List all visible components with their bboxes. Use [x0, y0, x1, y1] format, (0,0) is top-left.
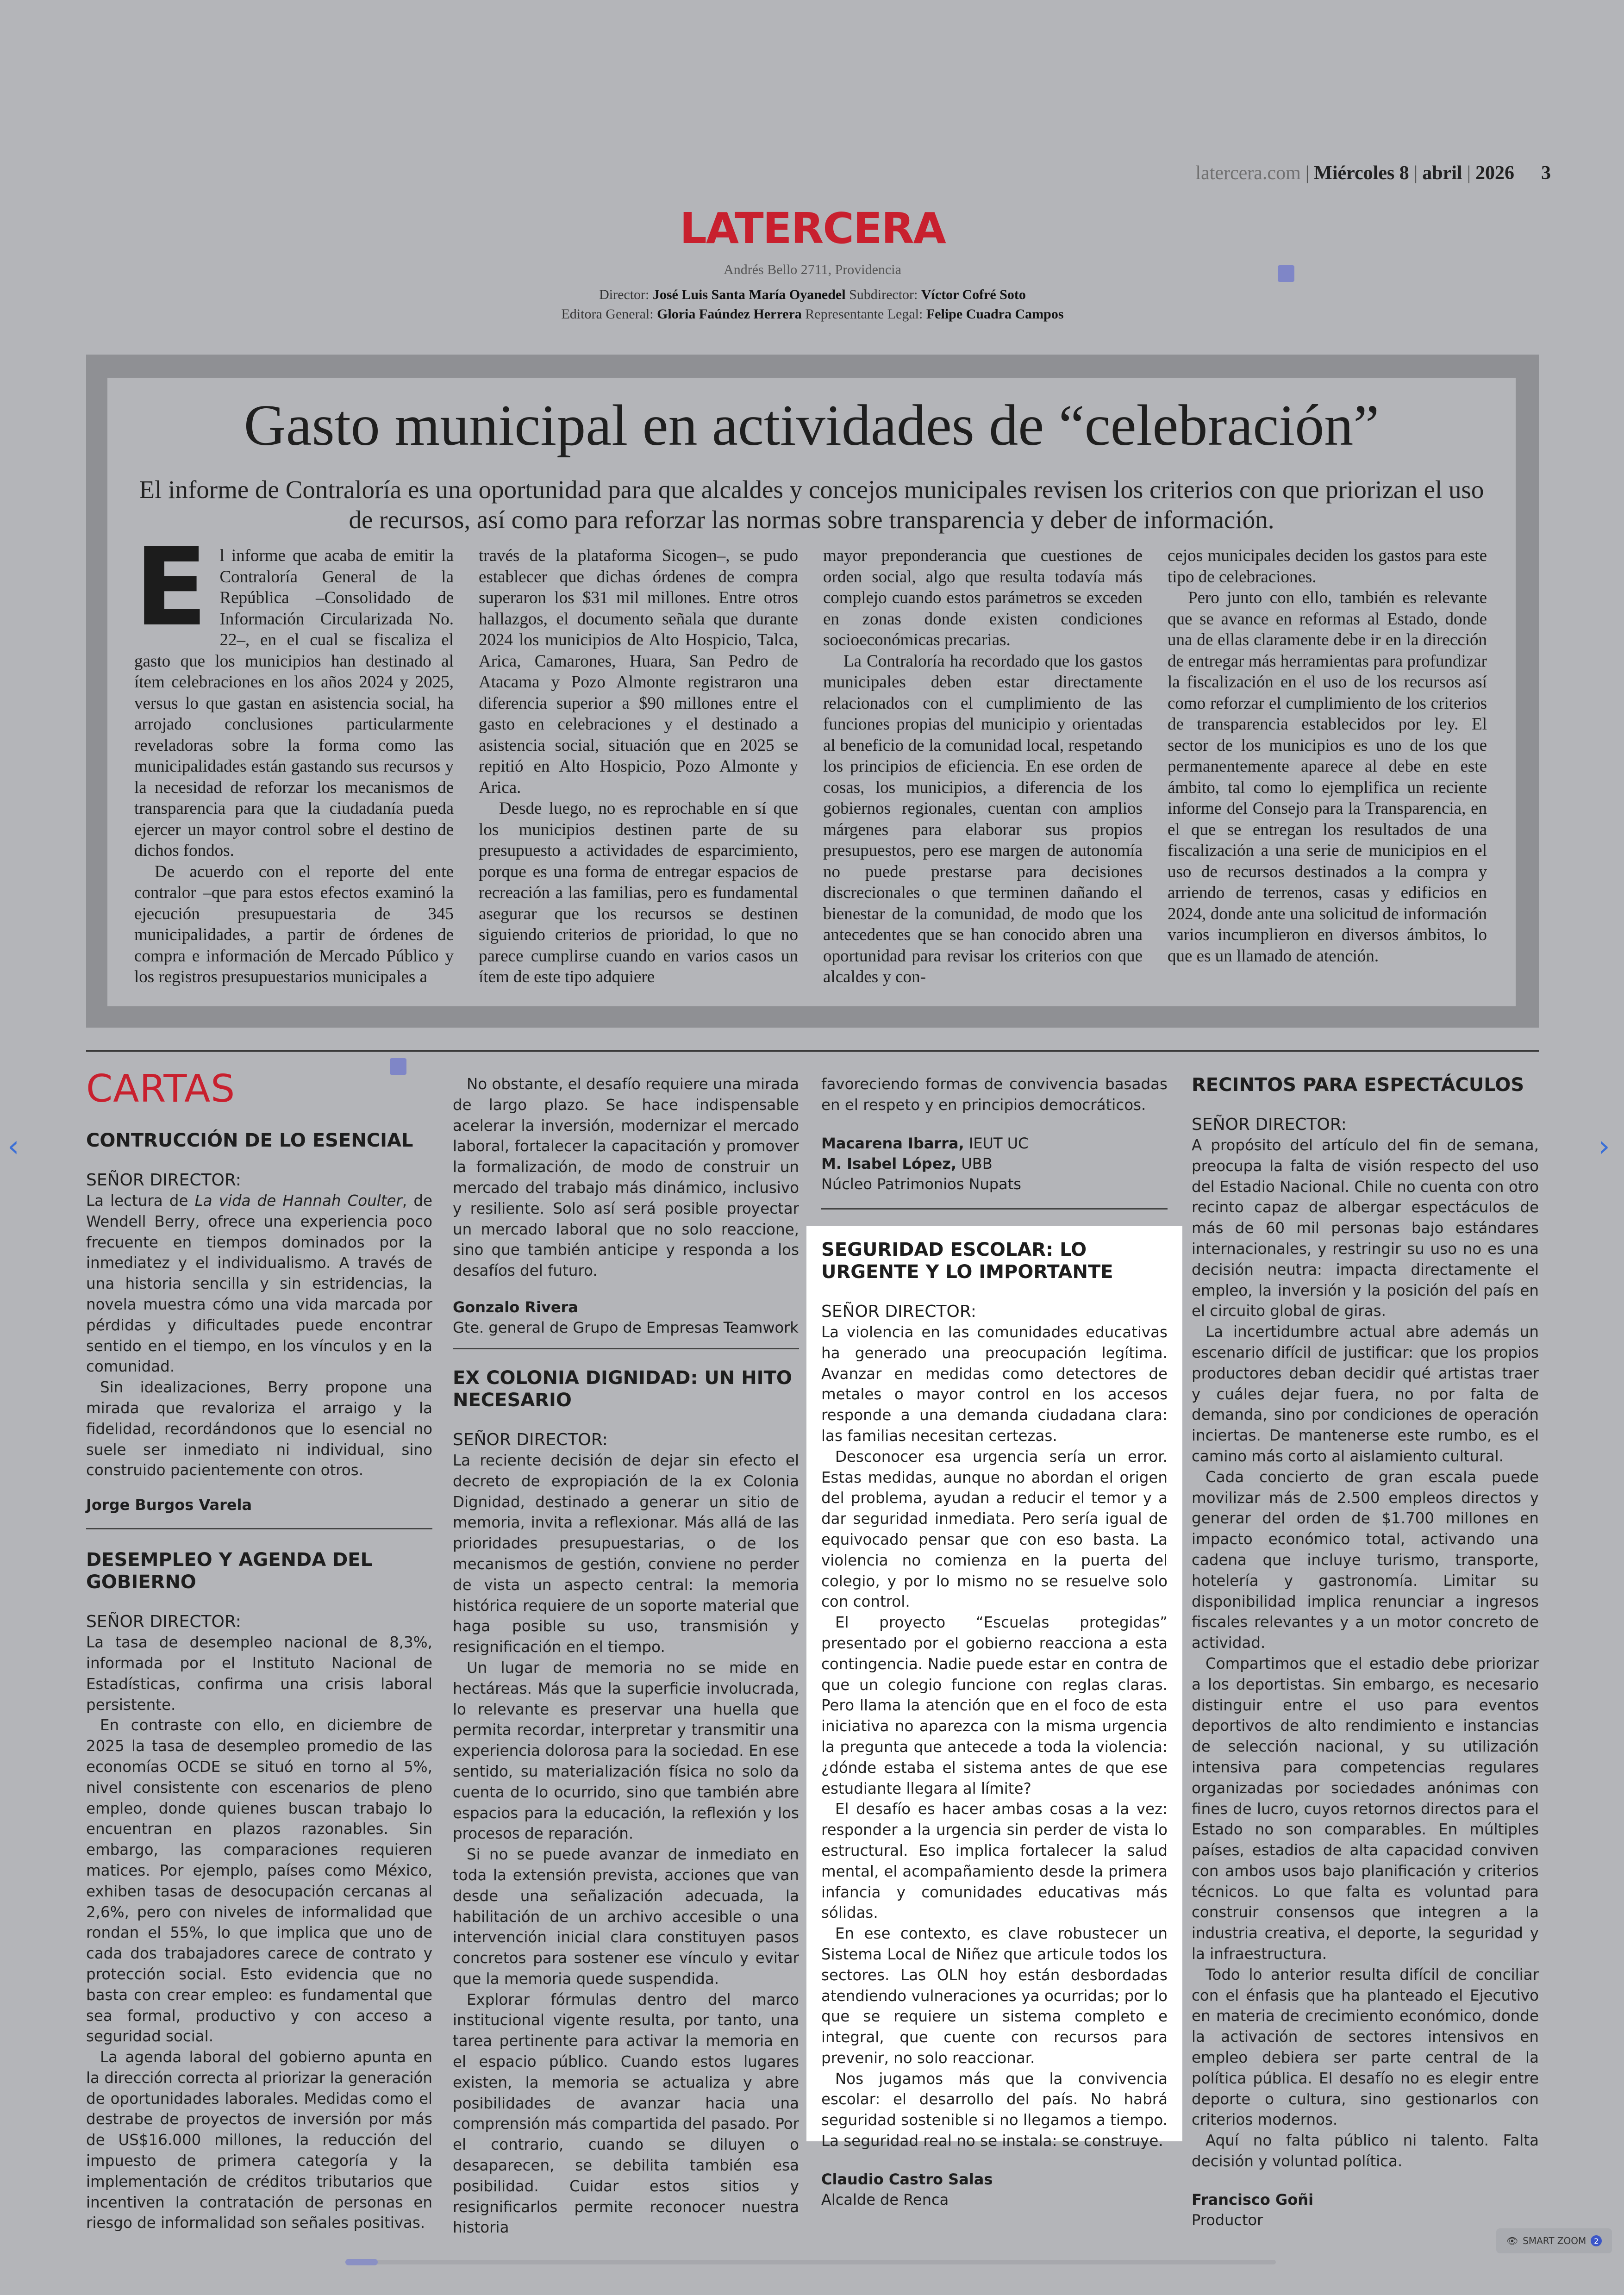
smart-zoom-count: 2	[1591, 2235, 1602, 2246]
letter-body-continued	[453, 1074, 799, 1281]
paragraph: Un lugar de memoria no se mide en hectáreas. Más que la superficie involucrada, lo relevante es preservar una huella que permita recordar, interpretar y transmitir una experiencia dolorosa para la sociedad. En ese sentido, su materialización física no solo da cuenta de lo ocurrido, sino que también abre espacios para la educación, la reflexión y los procesos de reparación.	[453, 1659, 799, 1843]
paragraph: favoreciendo formas de convivencia basadas en el respeto y en principios democráticos.	[821, 1075, 1168, 1114]
paragraph: Si no se puede avanzar de inmediato en toda la extensión prevista, acciones que van desde una señalización adecuada, la habilitación de un archivo accesible o una intervención inicial clara constituyen pasos concretos para sostener ese vínculo y evitar que la memoria quede suspendida.	[453, 1846, 799, 1988]
date-line: latercera.com | Miércoles 8 | abril | 2026 3	[1195, 162, 1551, 184]
date-month: abril	[1422, 162, 1462, 184]
paragraph: La lectura de La vida de Hannah Coulter, de Wendell Berry, ofrece una experiencia poco frecuente en tiempos dominados por la inmediatez y el individualismo. A través de una historia sencilla y sin estridencias, la novela muestra cómo una vida marcada por pérdidas y dificultades puede encontrar sentido en el tiempo, en los vínculos y en la comunidad.	[86, 1192, 432, 1376]
next-page-icon[interactable]: ›	[1598, 1129, 1610, 1164]
letter-title: CONTRUCCIÓN DE LO ESENCIAL	[86, 1130, 413, 1151]
editorial-column-3	[823, 545, 1143, 990]
editorial-deck: El informe de Contraloría es una oportunidad para que alcaldes y concejos municipales revisen los criterios con que priorizan el uso de recursos, así como para reforzar las normas sobre transparencia y deber de información.	[139, 475, 1484, 534]
signature-role: Alcalde de Renca	[821, 2190, 949, 2208]
paragraph: Nos jugamos más que la convivencia escolar: el desarrollo del país. No habrá seguridad sostenible si no llegamos a tiempo. La seguridad real no se instala: se construye.	[821, 2070, 1168, 2150]
eye-icon: 👁	[1506, 2235, 1518, 2246]
signature-group: Núcleo Patrimonios Nupats	[821, 1175, 1021, 1193]
salutation: SEÑOR DIRECTOR:	[821, 1302, 976, 1321]
letter-column-4	[1192, 1074, 1539, 2230]
paragraph: Sin idealizaciones, Berry propone una mirada que revaloriza el arraigo y la fidelidad, recordándonos que lo esencial no suele ser inmediato ni individual, sino construido pacientemente con otros.	[86, 1378, 432, 1479]
salutation: SEÑOR DIRECTOR:	[86, 1612, 241, 1632]
letter-column-2	[453, 1074, 799, 2238]
paragraph: La reciente decisión de dejar sin efecto el decreto de expropiación de la ex Colonia Dignidad, destinado a generar un sitio de memoria, invita a reflexionar. Más allá de las prioridades presupuestarias, o de los mecanismos de gestión, conviene no perder de vista un aspecto central: la memoria histórica requiere de un soporte material que haga posible su uso, transmisión y resignificación en el tiempo.	[453, 1451, 799, 1656]
salutation: SEÑOR DIRECTOR:	[1192, 1115, 1347, 1134]
paragraph: Desconocer esa urgencia sería un error. Estas medidas, aunque no abordan el origen del problema, ayudan a reducir el temor y a dar seguridad inmediata. Pero sería igual de equivocado pensar que con eso basta. La violencia no comienza en la puerta del colegio, y por lo mismo no se resuelve solo con control.	[821, 1447, 1168, 1611]
paragraph: mayor preponderancia que cuestiones de orden social, algo que resulta todavía más complejo cuando estos parámetros se exceden en zonas donde existen condiciones socioeconómicas precarias.	[823, 546, 1143, 649]
paragraph: En contraste con ello, en diciembre de 2025 la tasa de desempleo promedio de las economías OCDE se situó en torno al 5%, nivel consistente con escenarios de pleno empleo, donde quienes buscan trabajo lo encuentran en plazos razonables. Sin embargo, las comparaciones requieren matices. Por ejemplo, países como México, exhiben tasas de desocupación cercanas al 2,6%, pero con niveles de informalidad que rondan el 55%, lo que implica que uno de cada dos trabajadores carece de contrato y protección social. Esto evidencia que no basta con crear empleo: es fundamental que sea formal, productivo y con acceso a seguridad social.	[86, 1716, 432, 2046]
salutation: SEÑOR DIRECTOR:	[86, 1171, 241, 1190]
paragraph: A propósito del artículo del fin de semana, preocupa la falta de visión respecto del uso del Estadio Nacional. Chile no cuenta con otro recinto capaz de albergar espectáculos de más de 60 mil personas bajo estándares internacionales, y restringir su uso no es una decisión neutra: impacta directamente el empleo, la inversión y la posición del país en el circuito global de giras.	[1192, 1136, 1539, 1320]
paragraph: cejos municipales deciden los gastos para este tipo de celebraciones.	[1168, 546, 1487, 586]
letter-title: DESEMPLEO Y AGENDA DEL GOBIERNO	[86, 1549, 373, 1593]
signature: Claudio Castro Salas	[821, 2170, 993, 2188]
letter-column-1	[86, 1129, 432, 2233]
salutation: SEÑOR DIRECTOR:	[453, 1430, 608, 1449]
letter-body	[821, 1322, 1168, 2152]
bookmark-marker-icon[interactable]	[390, 1058, 406, 1075]
paragraph: Todo lo anterior resulta difícil de conciliar con el énfasis que ha planteado el Ejecutivo en materia de crecimiento económico, donde la activación de sectores intensivos en empleo debiera ser parte central de la política pública. El desafío no es elegir entre deporte o cultura, sino gestionarlos con criterios modernos.	[1192, 1965, 1539, 2129]
signature: Gonzalo Rivera	[453, 1298, 578, 1316]
signature-role: Gte. general de Grupo de Empresas Teamwork	[453, 1318, 799, 1336]
paragraph: Compartimos que el estadio debe priorizar a los deportistas. Sin embargo, es necesario distinguir entre el uso para eventos deportivos de alto rendimiento e instancias de selección nacional, y su utilización intensiva para competencias regulares organizadas por sociedades anónimas con fines de lucro, cuyos retornos directos para el Estado no son comparables. En múltiples países, estadios de alta capacidad conviven con ambos usos bajo planificación y criterios técnicos. Lo que falta es voluntad para construir consensos que integren a la industria creativa, el deporte, la seguridad y la infraestructura.	[1192, 1654, 1539, 1963]
newspaper-logo: LATERCERA	[680, 204, 945, 253]
paragraph: Aquí no falta público ni talento. Falta decisión y voluntad política.	[1192, 2132, 1539, 2170]
date-day: Miércoles 8	[1314, 162, 1409, 184]
editorial-column-4	[1168, 545, 1487, 990]
paragraph: través de la plataforma Sicogen–, se pudo establecer que dichas órdenes de compra superaron los $31 mil millones. Entre otros hallazgos, el documento señala que durante 2024 los municipios de Alto Hospicio, Talca, Arica, Camarones, Huara, San Pedro de Atacama y Pozo Almonte registraron una diferencia superior a $90 millones entre el gasto en celebraciones y el destinado a asistencia social, situación que en 2025 se repitió en Alto Hospicio, Pozo Almonte y Arica.	[479, 546, 798, 797]
paragraph: La tasa de desempleo nacional de 8,3%, informada por el Instituto Nacional de Estadísticas, confirma una crisis laboral persistente.	[86, 1634, 432, 1714]
paragraph: En ese contexto, es clave robustecer un Sistema Local de Niñez que articule todos los sectores. Las OLN hoy están desbordadas atendiendo vulneraciones ya ocurridas; por lo que se requiere un sistema completo e integral, que cuente con recursos para prevenir, no solo reaccionar.	[821, 1925, 1168, 2067]
paragraph: Desde luego, no es reprochable en sí que los municipios destinen parte de su presupuesto a actividades de esparcimiento, porque es una forma de entregar espacios de recreación a las familias, pero es fundamental asegurar que los recursos se destinen siguiendo criterios de prioridad, lo que no parece cumplirse cuando en varios casos un ítem de este tipo adquiere	[479, 799, 798, 986]
editorial-column-2	[479, 545, 798, 990]
paragraph: l informe que acaba de emitir la Contraloría General de la República –Consolidado de Información Circularizada No. 22–, en el cual se fiscaliza el gasto que los municipios han destinado al ítem celebraciones en los años 2024 y 2025, versus lo que gastan en asistencia social, ha arrojado conclusiones particularmente reveladoras sobre la forma como las municipalidades están gastando sus recursos y la necesidad de reforzar los mecanismos de transparencia para que la ciudadanía pueda ejercer un mayor control sobre el destino de dichos fondos.	[134, 546, 454, 860]
signature: Macarena Ibarra, IEUT UC	[821, 1134, 1029, 1152]
smart-zoom-label: SMART ZOOM	[1523, 2235, 1587, 2246]
divider	[453, 1348, 799, 1349]
letter-title: EX COLONIA DIGNIDAD: UN HITO NECESARIO	[453, 1367, 792, 1411]
divider	[821, 1208, 1168, 1210]
section-title-cartas: CARTAS	[86, 1067, 236, 1111]
editorial-column-1	[134, 545, 454, 990]
paragraph: Cada concierto de gran escala puede movilizar más de 2.500 empleos directos y generar del orden de $1.700 millones en impacto económico total, activando una cadena que incluye turismo, transporte, hotelería y gastronomía. Limitar su disponibilidad implica renunciar a ingresos fiscales relevantes y a un motor concreto de actividad.	[1192, 1468, 1539, 1652]
prev-page-icon[interactable]: ‹	[7, 1129, 19, 1164]
paragraph: La Contraloría ha recordado que los gastos municipales deben estar directamente relacionados con el cumplimiento de las funciones propias del municipio y orientadas al beneficio de la comunidad local, respetando los principios de eficiencia. En ese orden de cosas, los municipios, a diferencia de los gobiernos regionales, cuentan con amplios márgenes para elaborar sus propios presupuestos, pero ese margen de autonomía no puede prestarse para decisiones discrecionales o que terminen dañando el bienestar de la comunidad, de modo que los antecedentes que se han conocido abren una oportunidad para revisar los criterios con que alcaldes y con-	[823, 651, 1143, 986]
signature-role: Productor	[1192, 2211, 1263, 2229]
page-scrollbar-thumb[interactable]	[345, 2259, 378, 2265]
section-divider	[86, 1050, 1539, 1052]
drop-cap: E	[134, 545, 208, 650]
staff-line-2: Editora General: Gloria Faúndez Herrera Representante Legal: Felipe Cuadra Campos	[561, 306, 1064, 322]
paragraph: No obstante, el desafío requiere una mirada de largo plazo. Se hace indispensable acelerar la inversión, modernizar el mercado laboral, fortalecer la capacitación y promover la formalización, de modo de construir un mercado del trabajo más dinámico, inclusivo y resiliente. Solo así será posible proyectar un mercado laboral que no solo reaccione, sino que también anticipe y responda a los desafíos del futuro.	[453, 1075, 799, 1280]
divider	[86, 1528, 432, 1529]
paragraph: La incertidumbre actual abre además un escenario difícil de justificar: que los propios productores deban decidir qué artistas traer y cuáles dejar fuera, no por falta de demanda, sino por condiciones de operación inciertas. De mantenerse este rumbo, es el camino más corto al aislamiento cultural.	[1192, 1323, 1539, 1465]
letter-body	[1192, 1135, 1539, 2172]
smart-zoom-button[interactable]	[1496, 2228, 1612, 2253]
address: Andrés Bello 2711, Providencia	[724, 262, 901, 277]
page-number: 3	[1541, 162, 1551, 184]
letter-body	[86, 1191, 432, 1481]
letter-title: SEGURIDAD ESCOLAR: LO URGENTE Y LO IMPORTANTE	[821, 1239, 1113, 1283]
editorial-title: Gasto municipal en actividades de “celebración”	[244, 393, 1380, 458]
letter-body-continued	[821, 1074, 1168, 1116]
paragraph: El desafío es hacer ambas cosas a la vez: responder a la urgencia sin perder de vista lo estructural. Eso implica fortalecer la salud mental, el acompañamiento desde la primera infancia y comunidades educativas más sólidas.	[821, 1800, 1168, 1922]
featured-letter	[821, 1239, 1168, 2210]
letter-body	[453, 1450, 799, 2238]
letter-body	[86, 1632, 432, 2233]
paragraph: El proyecto “Escuelas protegidas” presentado por el gobierno reacciona a esta contingencia. Nadie puede estar en contra de que un colegio funcione con reglas claras. Pero llama la atención que en el foco de esta iniciativa no aparezca con la misma urgencia la pregunta que antecede a toda la violencia: ¿dónde estaba el sistema antes de que ese estudiante llegara al límite?	[821, 1614, 1168, 1797]
date-year: 2026	[1475, 162, 1514, 184]
site-name[interactable]: latercera.com	[1195, 162, 1301, 184]
signature: Jorge Burgos Varela	[86, 1496, 252, 1514]
paragraph: La agenda laboral del gobierno apunta en la dirección correcta al priorizar la generación de oportunidades laborales. Medidas como el destrabe de proyectos de inversión por más de US$16.000 millones, la reducción del impuesto de primera categoría y la implementación de créditos tributarios que incentiven la contratación de personas en riesgo de informalidad son señales positivas.	[86, 2048, 432, 2232]
letter-column-3	[821, 1074, 1168, 1210]
staff-line-1: Director: José Luis Santa María Oyanedel Subdirector: Víctor Cofré Soto	[599, 287, 1026, 302]
bookmark-marker-icon[interactable]	[1278, 265, 1294, 282]
signature: Francisco Goñi	[1192, 2190, 1314, 2208]
page-scrollbar[interactable]	[345, 2260, 1276, 2264]
paragraph: Pero junto con ello, también es relevante que se avance en reformas al Estado, donde una de ellas claramente debe ir en la dirección de entregar más herramientas para profundizar la fiscalización en el uso de los recursos así como reforzar el cumplimiento de los criterios de transparencia establecidos por ley. El sector de los municipios es uno de los que permanentemente aparece al debe en este ámbito, tal como lo ejemplifica un reciente informe del Consejo para la Transparencia, en el que se entregan los resultados de una fiscalización a una serie de municipios en el uso de recursos destinados a la compra y arriendo de terrenos, casas y edificios en 2024, donde ante una solicitud de información varios incumplieron en diversos ámbitos, lo que es un llamado de atención.	[1168, 588, 1487, 966]
paragraph: La violencia en las comunidades educativas ha generado una preocupación legítima. Avanzar en medidas como detectores de metales o mayor control en los accesos responde a una demanda ciudadana clara: las familias necesitan certezas.	[821, 1323, 1168, 1445]
signature: M. Isabel López, UBB	[821, 1154, 993, 1172]
paragraph: Explorar fórmulas dentro del marco institucional vigente resulta, por tanto, una tarea pertinente para activar la memoria en el espacio público. Cuando estos lugares existen, la memoria se actualiza y abre posibilidades de avanzar hacia una comprensión más compartida del pasado. Por el contrario, cuando se diluyen o desaparecen, se debilita también esa posibilidad. Cuidar estos sitios y resignificarlos permite reconocer nuestra historia	[453, 1990, 799, 2237]
paragraph: De acuerdo con el reporte del ente contralor –que para estos efectos examinó la ejecución presupuestaria de 345 municipalidades, a partir de órdenes de compra e información de Mercado Público y los registros presupuestarios municipales a	[134, 862, 454, 986]
letter-title: RECINTOS PARA ESPECTÁCULOS	[1192, 1074, 1524, 1096]
